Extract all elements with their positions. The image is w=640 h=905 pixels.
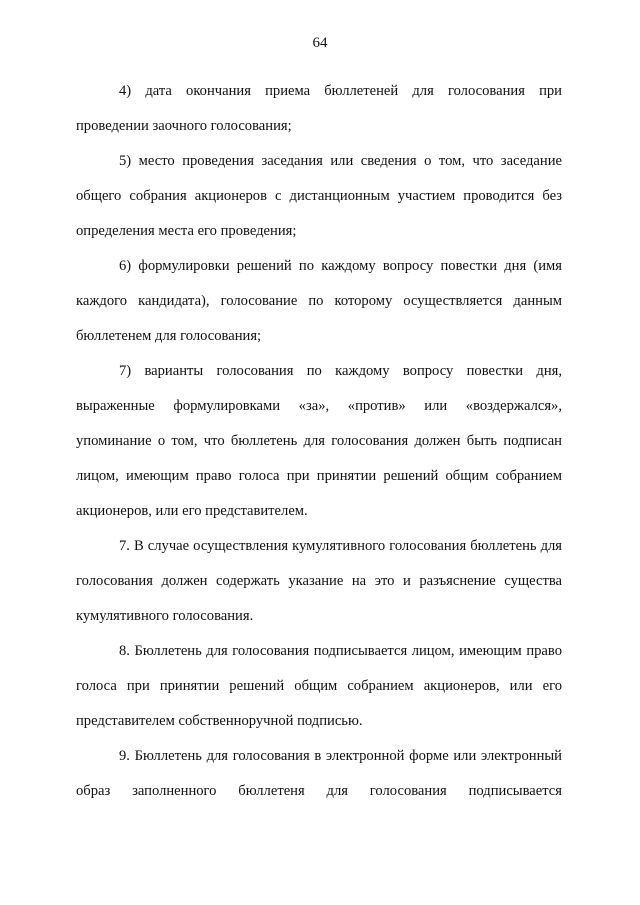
paragraph-item-6: 6) формулировки решений по каждому вопросу повестки дня (имя каждого кандидата), голосование по которому осуществляется данным бюллетенем для голосования; [76, 258, 562, 344]
paragraph-item-4: 4) дата окончания приема бюллетеней для голосования при проведении заочного голосования; [76, 83, 562, 134]
document-body [76, 74, 562, 809]
paragraph-clause-9: 9. Бюллетень для голосования в электронной форме или электронный образ заполненного бюллетеня для голосования подписывается [76, 748, 562, 799]
paragraph-item-7: 7) варианты голосования по каждому вопросу повестки дня, выраженные формулировками «за», «против» или «воздержался», упоминание о том, что бюллетень для голосования должен быть подписан лицом, имеющим право голоса при принятии решений общим собранием акционеров, или его представителем. [76, 363, 562, 519]
page-number: 64 [312, 35, 328, 51]
paragraph-item-5: 5) место проведения заседания или сведения о том, что заседание общего собрания акционеров с дистанционным участием проводится без определения места его проведения; [76, 153, 562, 239]
paragraph-clause-8: 8. Бюллетень для голосования подписывается лицом, имеющим право голоса при принятии решений общим собранием акционеров, или его представителем собственноручной подписью. [76, 643, 562, 729]
paragraph-clause-7: 7. В случае осуществления кумулятивного голосования бюллетень для голосования должен содержать указание на это и разъяснение существа кумулятивного голосования. [76, 538, 562, 624]
